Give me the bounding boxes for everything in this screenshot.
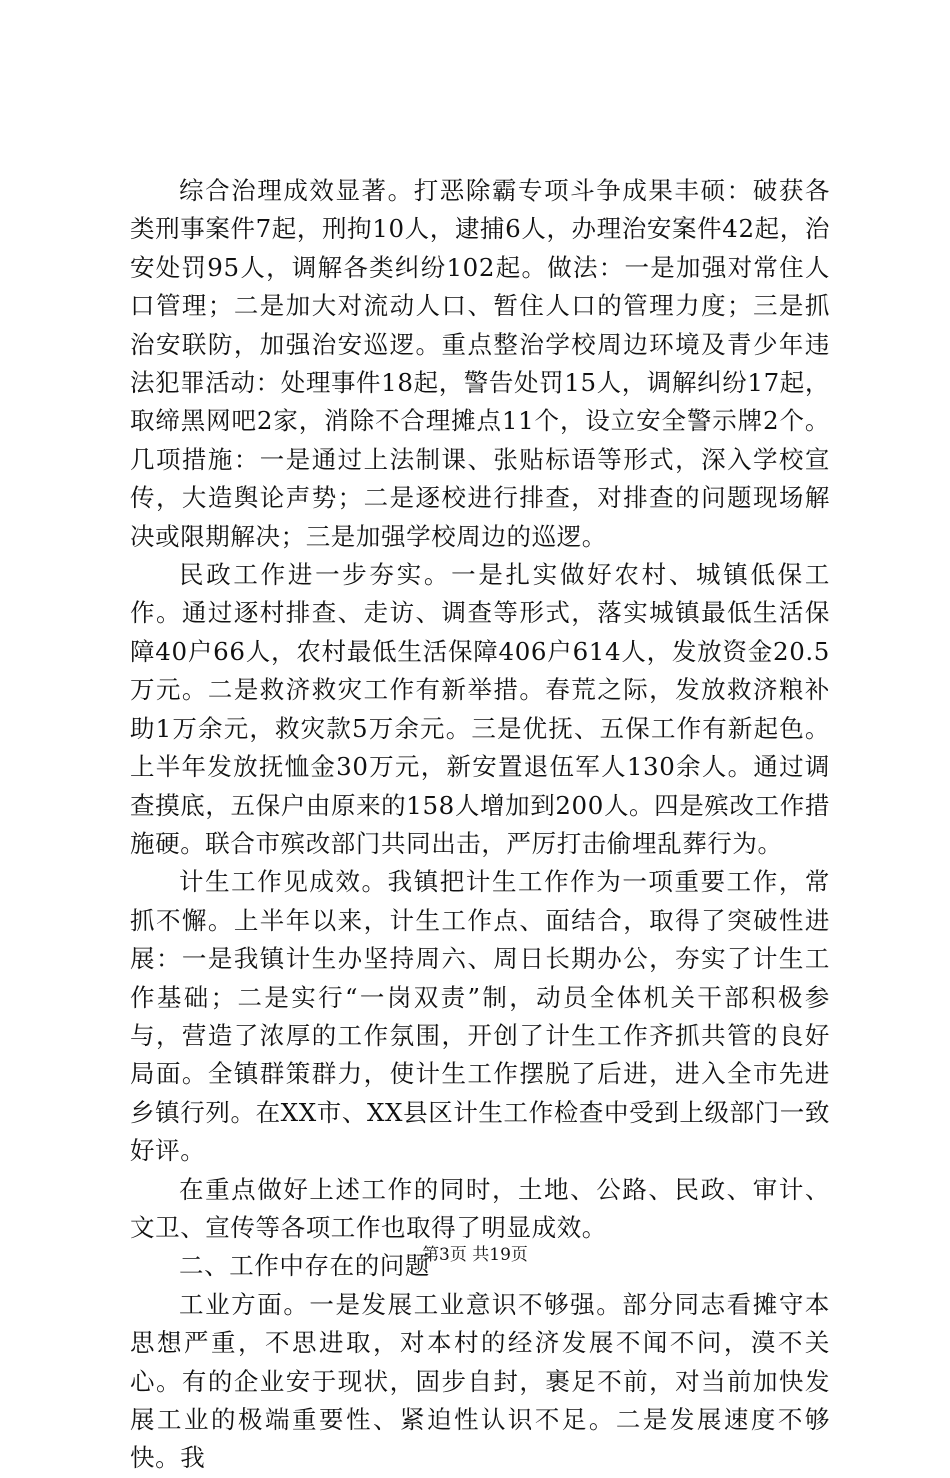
- paragraph-comprehensive-governance: 综合治理成效显著。打恶除霸专项斗争成果丰硕：破获各类刑事案件7起，刑拘10人，逮捕6人，办理治安案件42起，治安处罚95人，调解各类纠纷102起。做法：一是加强对常住人口管理；二是加大对流动人口、暂住人口的管理力度；三是抓治安联防，加强治安巡逻。重点整治学校周边环境及青少年违法犯罪活动：处理事件18起，警告处罚15人，调解纠纷17起，取缔黑网吧2家，消除不合理摊点11个，设立安全警示牌2个。几项措施：一是通过上法制课、张贴标语等形式，深入学校宣传，大造舆论声势；二是逐校进行排查，对排查的问题现场解决或限期解决；三是加强学校周边的巡逻。: [130, 176, 830, 551]
- page-footer: 第3页 共19页: [422, 1245, 528, 1265]
- paragraph-family-planning: 计生工作见成效。我镇把计生工作作为一项重要工作，常抓不懈。上半年以来，计生工作点、面结合，取得了突破性进展：一是我镇计生办坚持周六、周日长期办公，夯实了计生工作基础；二是实行“一岗双责”制，动员全体机关干部积极参与，营造了浓厚的工作氛围，开创了计生工作齐抓共管的良好局面。全镇群策群力，使计生工作摆脱了后进，进入全市先进乡镇行列。在XX市、XX县区计生工作检查中受到上级部门一致好评。: [130, 867, 830, 1166]
- paragraph-industry: 工业方面。一是发展工业意识不够强。部分同志看摊守本思想严重，不思进取，对本村的经济发展不闻不问，漠不关心。有的企业安于现状，固步自封，裹足不前，对当前加快发展工业的极端重要性、紧迫性认识不足。二是发展速度不够快。我: [130, 1289, 830, 1473]
- paragraph-civil-affairs: 民政工作进一步夯实。一是扎实做好农村、城镇低保工作。通过逐村排查、走访、调查等形式，落实城镇最低生活保障40户66人，农村最低生活保障406户614人，发放资金20.5万元。二是救济救灾工作有新举措。春荒之际，发放救济粮补助1万余元，救灾款5万余元。三是优抚、五保工作有新起色。上半年发放抚恤金30万元，新安置退伍军人130余人。通过调查摸底，五保户由原来的158人增加到200人。四是殡改工作措施硬。联合市殡改部门共同出击，严厉打击偷埋乱葬行为。: [130, 560, 830, 858]
- document-body: [130, 172, 830, 1478]
- section-heading: 二、工作中存在的问题: [179, 1251, 430, 1281]
- paragraph-other-work: 在重点做好上述工作的同时，土地、公路、民政、审计、文卫、宣传等各项工作也取得了明显成效。: [130, 1174, 830, 1242]
